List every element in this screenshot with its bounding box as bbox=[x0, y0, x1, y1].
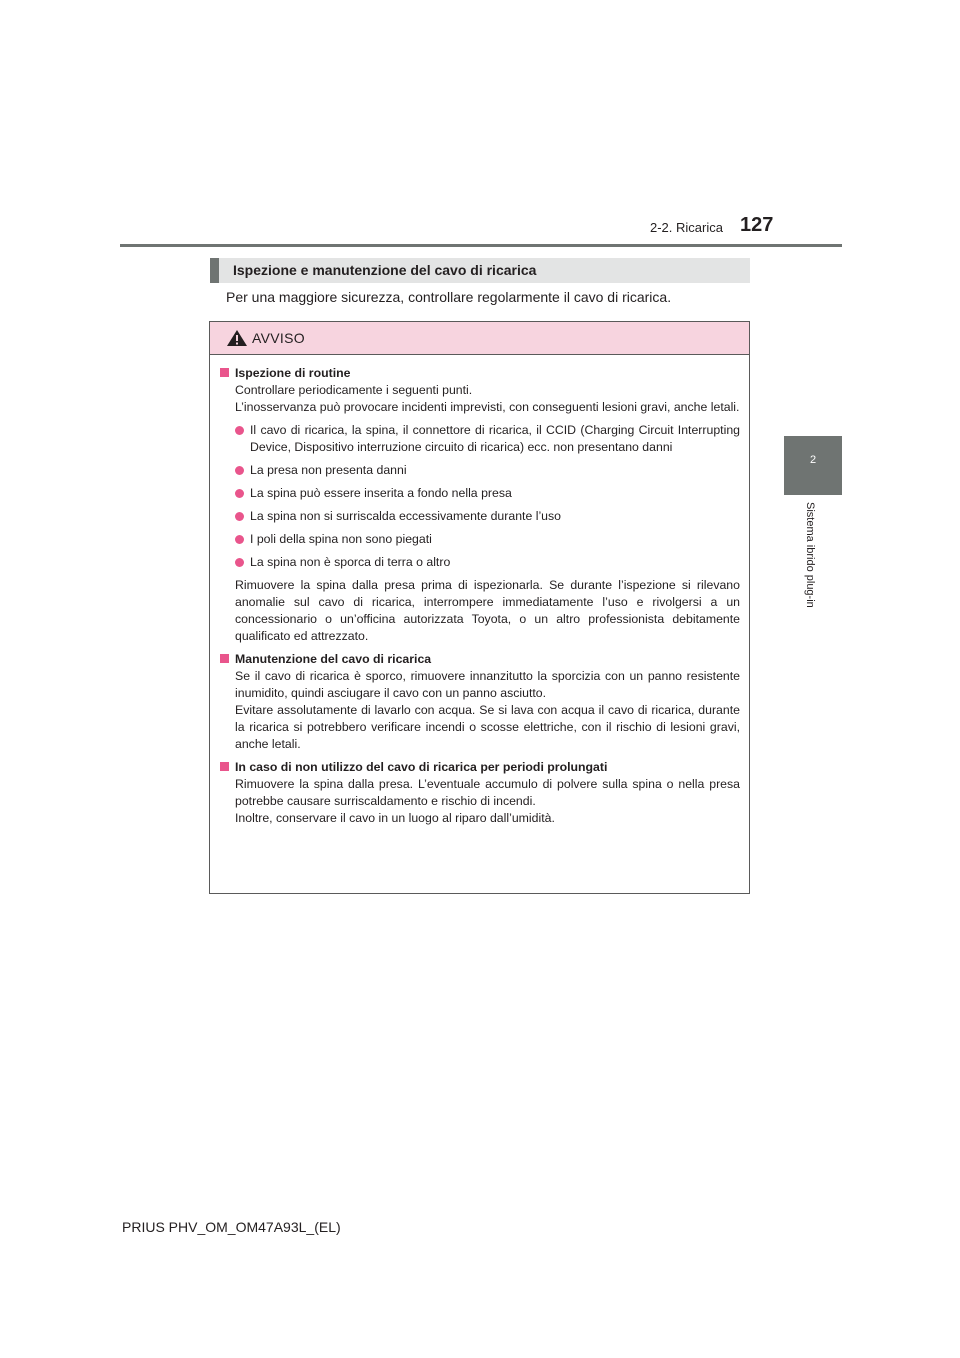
warning-item-long-storage bbox=[217, 759, 740, 776]
square-bullet-icon bbox=[220, 762, 229, 771]
footer-document-code: PRIUS PHV_OM_OM47A93L_(EL) bbox=[122, 1219, 341, 1235]
list-item: La spina non si surriscalda eccessivamente durante l’uso bbox=[217, 508, 740, 525]
circle-bullet-icon bbox=[235, 489, 244, 498]
item-title: Ispezione di routine bbox=[235, 366, 351, 380]
item-text: Rimuovere la spina dalla presa. L’eventuale accumulo di polvere sulla spina o nella presa potrebbe causare surriscaldamento e rischio di incendi. bbox=[235, 777, 740, 808]
circle-bullet-icon bbox=[235, 558, 244, 567]
warning-triangle-icon bbox=[226, 329, 248, 347]
item-text: Rimuovere la spina dalla presa prima di ispezionarla. Se durante l’ispezione si rilevano anomalie sul cavo di ricarica, interrompere immediatamente l’uso e rivolgersi a un concessionario o un’officina autorizzata Toyota, o un altro professionista debitamente qualificato ed attrezzato. bbox=[235, 578, 740, 643]
warning-item-cable-maintenance bbox=[217, 651, 740, 668]
circle-bullet-icon bbox=[235, 426, 244, 435]
list-item: I poli della spina non sono piegati bbox=[217, 531, 740, 548]
item-text: Se il cavo di ricarica è sporco, rimuovere innanzitutto la sporcizia con un panno resistente inumidito, quindi asciugare il cavo con un panno asciutto. bbox=[235, 669, 740, 700]
list-item: Il cavo di ricarica, la spina, il connettore di ricarica, il CCID (Charging Circuit Interrupting Device, Dispositivo interruzione circuito di ricarica) ecc. non presentano danni bbox=[217, 422, 740, 456]
chapter-tab bbox=[784, 436, 842, 495]
header-divider bbox=[120, 244, 842, 247]
chapter-label: Sistema ibrido plug-in bbox=[804, 502, 816, 608]
circle-bullet-icon bbox=[235, 466, 244, 475]
item-title: Manutenzione del cavo di ricarica bbox=[235, 652, 432, 666]
list-item: La spina può essere inserita a fondo nella presa bbox=[217, 485, 740, 502]
page-number: 127 bbox=[740, 214, 774, 236]
warning-item-routine-inspection bbox=[217, 365, 740, 382]
warning-header bbox=[210, 322, 749, 355]
header-section-title: 2-2. Ricarica bbox=[650, 220, 723, 235]
item-text: Inoltre, conservare il cavo in un luogo al riparo dall’umidità. bbox=[235, 811, 555, 825]
chapter-number: 2 bbox=[809, 454, 817, 466]
item-text: Evitare assolutamente di lavarlo con acqua. Se si lava con acqua il cavo di ricarica, durante la ricarica si potrebbero verificare incendi o scosse elettriche, con il rischio di lesioni gravi, anche letali. bbox=[235, 703, 740, 751]
list-item: La spina non è sporca di terra o altro bbox=[217, 554, 740, 571]
square-bullet-icon bbox=[220, 368, 229, 377]
circle-bullet-icon bbox=[235, 512, 244, 521]
warning-title: AVVISO bbox=[252, 330, 305, 346]
item-title: In caso di non utilizzo del cavo di ricarica per periodi prolungati bbox=[235, 760, 608, 774]
circle-bullet-icon bbox=[235, 535, 244, 544]
square-bullet-icon bbox=[220, 654, 229, 663]
warning-body bbox=[210, 355, 749, 827]
section-heading-bar bbox=[210, 258, 750, 283]
list-item: La presa non presenta danni bbox=[217, 462, 740, 479]
item-text: Controllare periodicamente i seguenti punti. bbox=[235, 383, 473, 397]
warning-box bbox=[209, 321, 750, 894]
item-text: L’inosservanza può provocare incidenti imprevisti, con conseguenti lesioni gravi, anche letali. bbox=[235, 400, 740, 414]
section-title: Ispezione e manutenzione del cavo di ricarica bbox=[233, 262, 537, 278]
intro-text: Per una maggiore sicurezza, controllare regolarmente il cavo di ricarica. bbox=[226, 289, 672, 305]
